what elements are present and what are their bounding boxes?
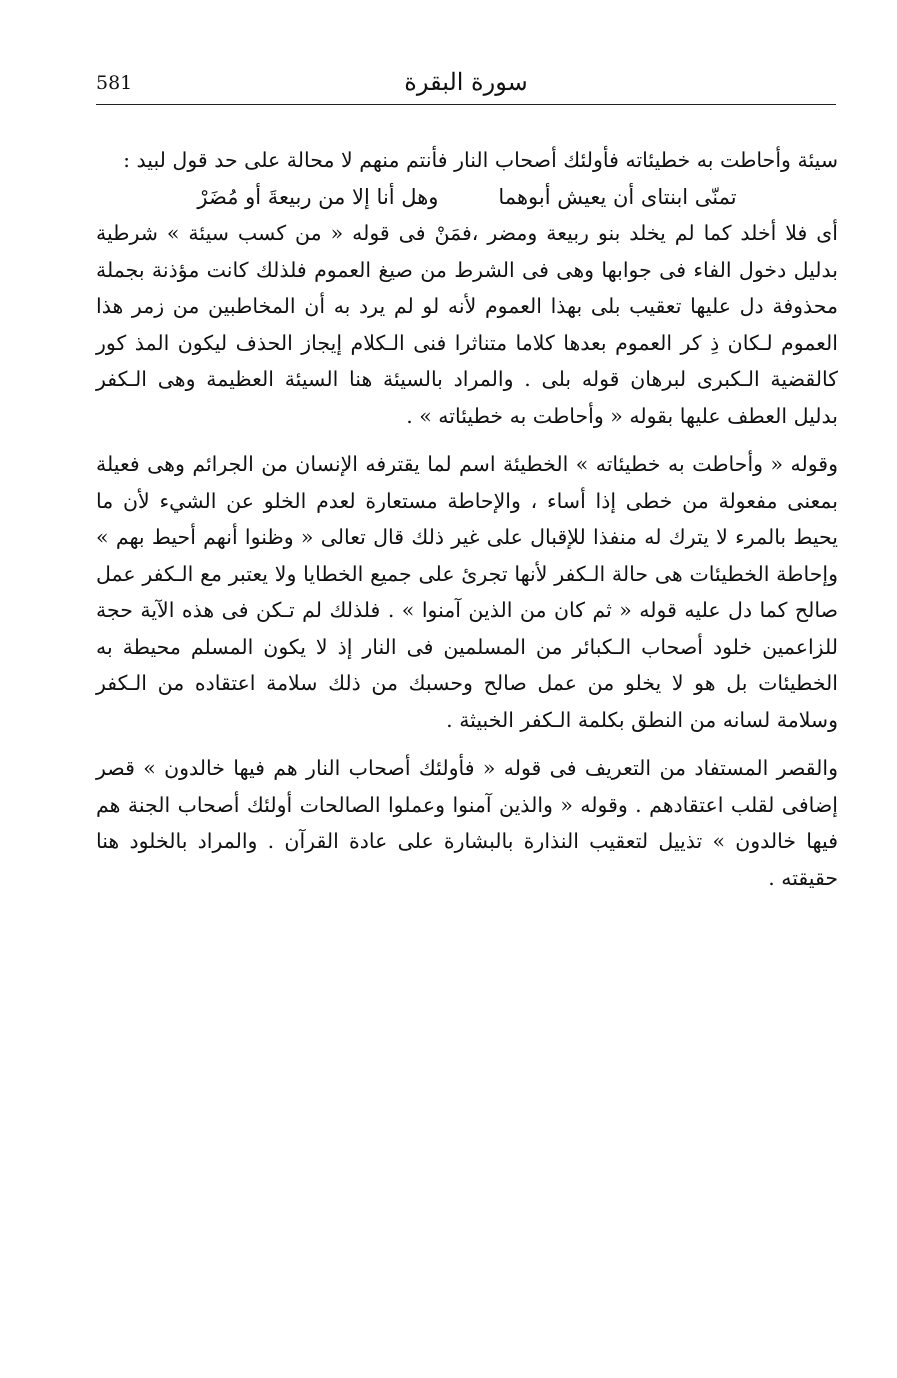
intro-line: سيئة وأحاطت به خطيئاته فأولئك أصحاب النار فأنتم منهم لا محالة على حد قول لبيد : [123,148,838,172]
page-number: 581 [96,72,133,94]
page-body [96,142,838,896]
paragraph-khatiaat: وقوله « وأحاطت به خطيئاته » الخطيئة اسم لما يقترفه الإنسان من الجرائم وهى فعيلة بمعنى مفعولة من خطى إذا أساء ، والإحاطة مستعارة لعدم الخلو عن الشيء لأن ما يحيط بالمرء لا يترك له منفذا للإقبال على غير ذلك قال تعالى « وظنوا أنهم أحيط بهم » وإحاطة الخطيئات هى حالة الـكفر لأنها تجرئ على جميع الخطايا ولا يعتبر مع الـكفر عمل صالح كما دل عليه قوله « ثم كان من الذين آمنوا » . فلذلك لم تـكن فى هذه الآية حجة للزاعمين خلود أصحاب الـكبائر من المسلمين فى النار إذ لا يكون المسلم محيطة به الخطيئات بل هو لا يخلو من عمل صالح وحسبك من ذلك سلامة اعتقاده من الـكفر وسلامة لسانه من النطق بكلمة الـكفر الخبيثة . [96,452,838,732]
poetry-verse [96,179,838,216]
paragraph-shartiya: أى فلا أخلد كما لم يخلد بنو ربيعة ومضر ،فمَنْ فى قوله « من كسب سيئة » شرطية بدليل دخول الفاء فى جوابها وهى فى الشرط من صيغ العموم فلذلك كانت مؤذنة بجملة محذوفة دل عليها تعقيب بلى بهذا العموم لأنه لو لم يرد به أن المخاطبين من زمر هذا العموم لـكان ذِ كر العموم بعدها كلاما متناثرا فنى الـكلام إيجاز الحذف ليكون المذ كور كالقضية الـكبرى لبرهان قوله بلى . والمراد بالسيئة هنا السيئة العظيمة وهى الـكفر بدليل العطف عليها بقوله « وأحاطت به خطيئاته » . [96,221,838,428]
verse-second-hemistich: وهل أنا إلا من ربيعةَ أو مُضَرْ [197,184,439,209]
verse-first-hemistich: تمنّى ابنتاى أن يعيش أبوهما [498,184,737,209]
surah-title: سورة البقرة [404,68,528,96]
paragraph-qasr: والقصر المستفاد من التعريف فى قوله « فأولئك أصحاب النار هم فيها خالدون » قصر إضافى لقلب اعتقادهم . وقوله « والذين آمنوا وعملوا الصالحات أولئك أصحاب الجنة هم فيها خالدون » تذييل لتعقيب النذارة بالبشارة على عادة القرآن . والمراد بالخلود هنا حقيقته . [96,756,838,890]
page-header [96,64,836,105]
